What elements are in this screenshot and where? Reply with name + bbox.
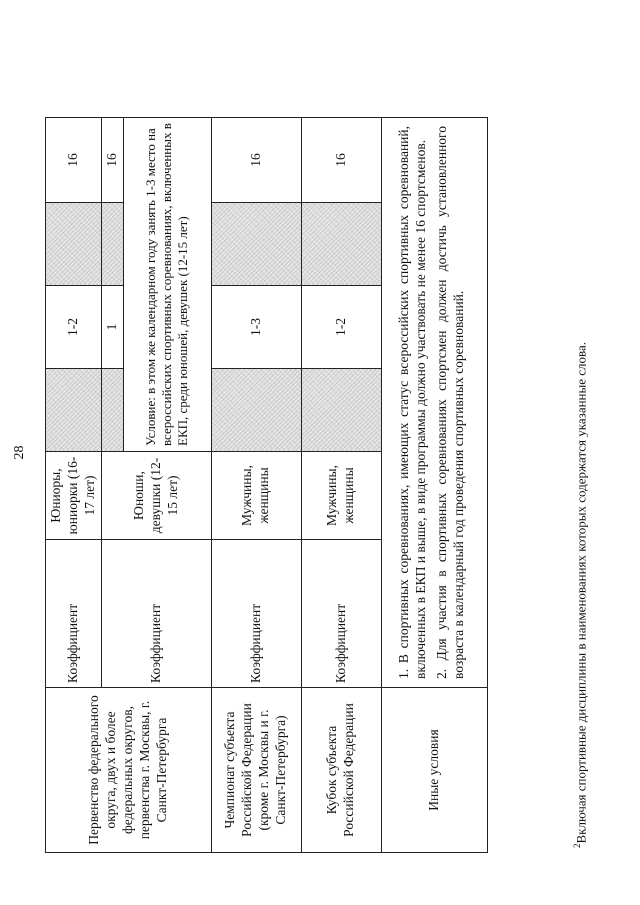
shaded-cell [101,203,123,286]
footnote-text: Включая спортивные дисциплины в наименованиях которых содержатся указанные слова. [573,342,589,844]
note-1: 1. В спортивных соревнованиях, имеющих статус всероссийских спортивных соревнований, включенных в ЕКП и выше, в виде программы должно участвовать не менее 16 спортсменов. [396,126,429,679]
shaded-cell [211,203,301,286]
table-row [211,118,301,853]
shaded-cell [211,369,301,452]
coefficient-label: Коэффициент [211,540,301,688]
count-value: 16 [211,118,301,203]
shaded-cell [46,369,102,452]
coefficient-label: Коэффициент [101,540,211,688]
competition-name: Чемпионат субъекта Российской Федерации (кроме г. Москвы и г. Санкт-Петербурга) [211,688,301,853]
shaded-cell [301,203,381,286]
other-conditions-label: Иные условия [381,688,487,853]
table-row [301,118,381,853]
place-value: 1-2 [301,286,381,369]
table-row [381,118,487,853]
age-group: Юниоры, юниорки (16-17 лет) [46,452,102,540]
shaded-cell [46,203,102,286]
place-value: 1 [101,286,123,369]
place-value: 1-3 [211,286,301,369]
other-conditions-notes [381,118,487,688]
coefficient-label: Коэффициент [301,540,381,688]
table-row [46,118,102,853]
note-2: 2. Для участия в спортивных соревнованиях спортсмен должен достичь установленного возраста в календарный год проведения спортивных соревнований. [434,126,466,679]
age-group: Мужчины, женщины [301,452,381,540]
count-value: 16 [46,118,102,203]
footnote [572,342,589,848]
page-number: 28 [12,445,27,460]
age-group: Юноши, девушки (12-15 лет) [101,452,211,540]
competition-name: Первенство федерального округа, двух и более федеральных округов, первенства г. Москвы, г. Санкт-Петербурга [46,688,212,853]
shaded-cell [301,369,381,452]
coefficient-label: Коэффициент [46,540,102,688]
place-value: 1-2 [46,286,102,369]
requirements-table [45,117,488,853]
age-group: Мужчины, женщины [211,452,301,540]
count-value: 16 [101,118,123,203]
shaded-cell [101,369,123,452]
count-value: 16 [301,118,381,203]
competition-name: Кубок субъекта Российской Федерации [301,688,381,853]
condition-text: Условие: в этом же календарном году занять 1-3 место на всероссийских спортивных соревнованиях, включенных в ЕКП, среди юношей, девушек (12-15 лет) [123,118,211,452]
footnote-mark: 2 [572,843,582,848]
